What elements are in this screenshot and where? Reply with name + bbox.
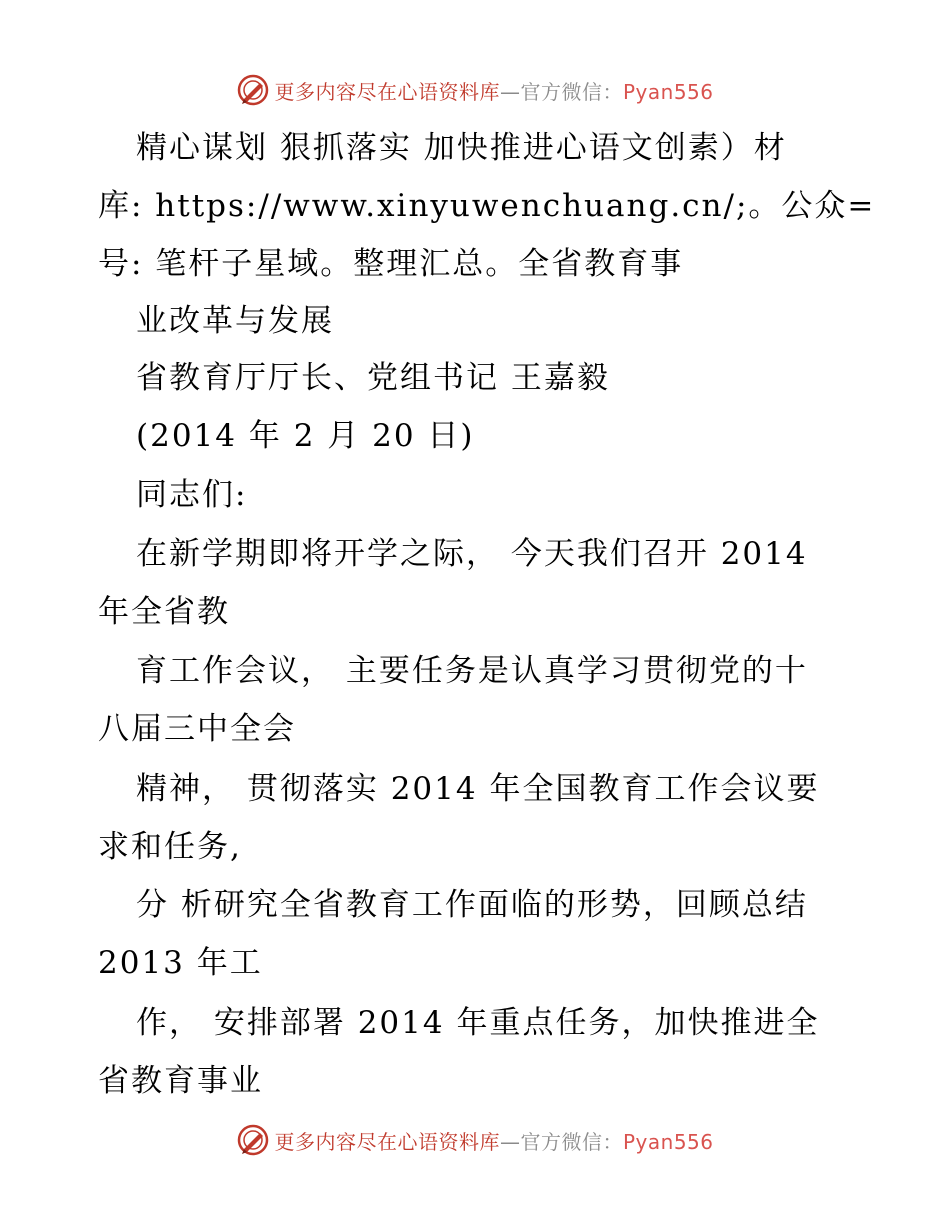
text-line: 2013 年工 xyxy=(98,945,263,981)
text-line: 精心谋划 狠抓落实 加快推进心语文创素）材 xyxy=(136,130,787,166)
text-line: 八届三中全会 xyxy=(98,711,296,747)
header-banner-text: 更多内容尽在心语资料库—官方微信：Pyan556 xyxy=(274,79,714,104)
footer-banner xyxy=(0,1120,950,1160)
text-line: 同志们: xyxy=(136,477,248,513)
pen-logo-icon xyxy=(236,73,270,107)
text-line: 育工作会议， 主要任务是认真学习贯彻党的十 xyxy=(136,653,808,689)
text-line: 省教育厅厅长、党组书记 王嘉毅 xyxy=(136,360,610,396)
text-line: 库: https://www.xinyuwenchuang.cn/;。公众= xyxy=(98,188,876,224)
footer-banner-text: 更多内容尽在心语资料库—官方微信：Pyan556 xyxy=(274,1129,714,1154)
text-line: 精神， 贯彻落实 2014 年全国教育工作会议要 xyxy=(136,771,820,807)
text-line: 年全省教 xyxy=(98,594,230,630)
pen-logo-icon xyxy=(236,1123,270,1157)
text-line: 在新学期即将开学之际， 今天我们召开 2014 xyxy=(136,536,808,572)
text-line: 求和任务, xyxy=(98,829,242,865)
header-banner xyxy=(0,70,950,110)
text-line: 作， 安排部署 2014 年重点任务，加快推进全 xyxy=(136,1005,820,1041)
text-line: 省教育事业 xyxy=(98,1063,263,1099)
text-line: 业改革与发展 xyxy=(136,303,334,339)
text-line: 分 析研究全省教育工作面临的形势，回顾总结 xyxy=(136,887,808,923)
text-line: (2014 年 2 月 20 日) xyxy=(136,418,475,454)
text-line: 号: 笔杆子星域。整理汇总。全省教育事 xyxy=(98,246,684,282)
